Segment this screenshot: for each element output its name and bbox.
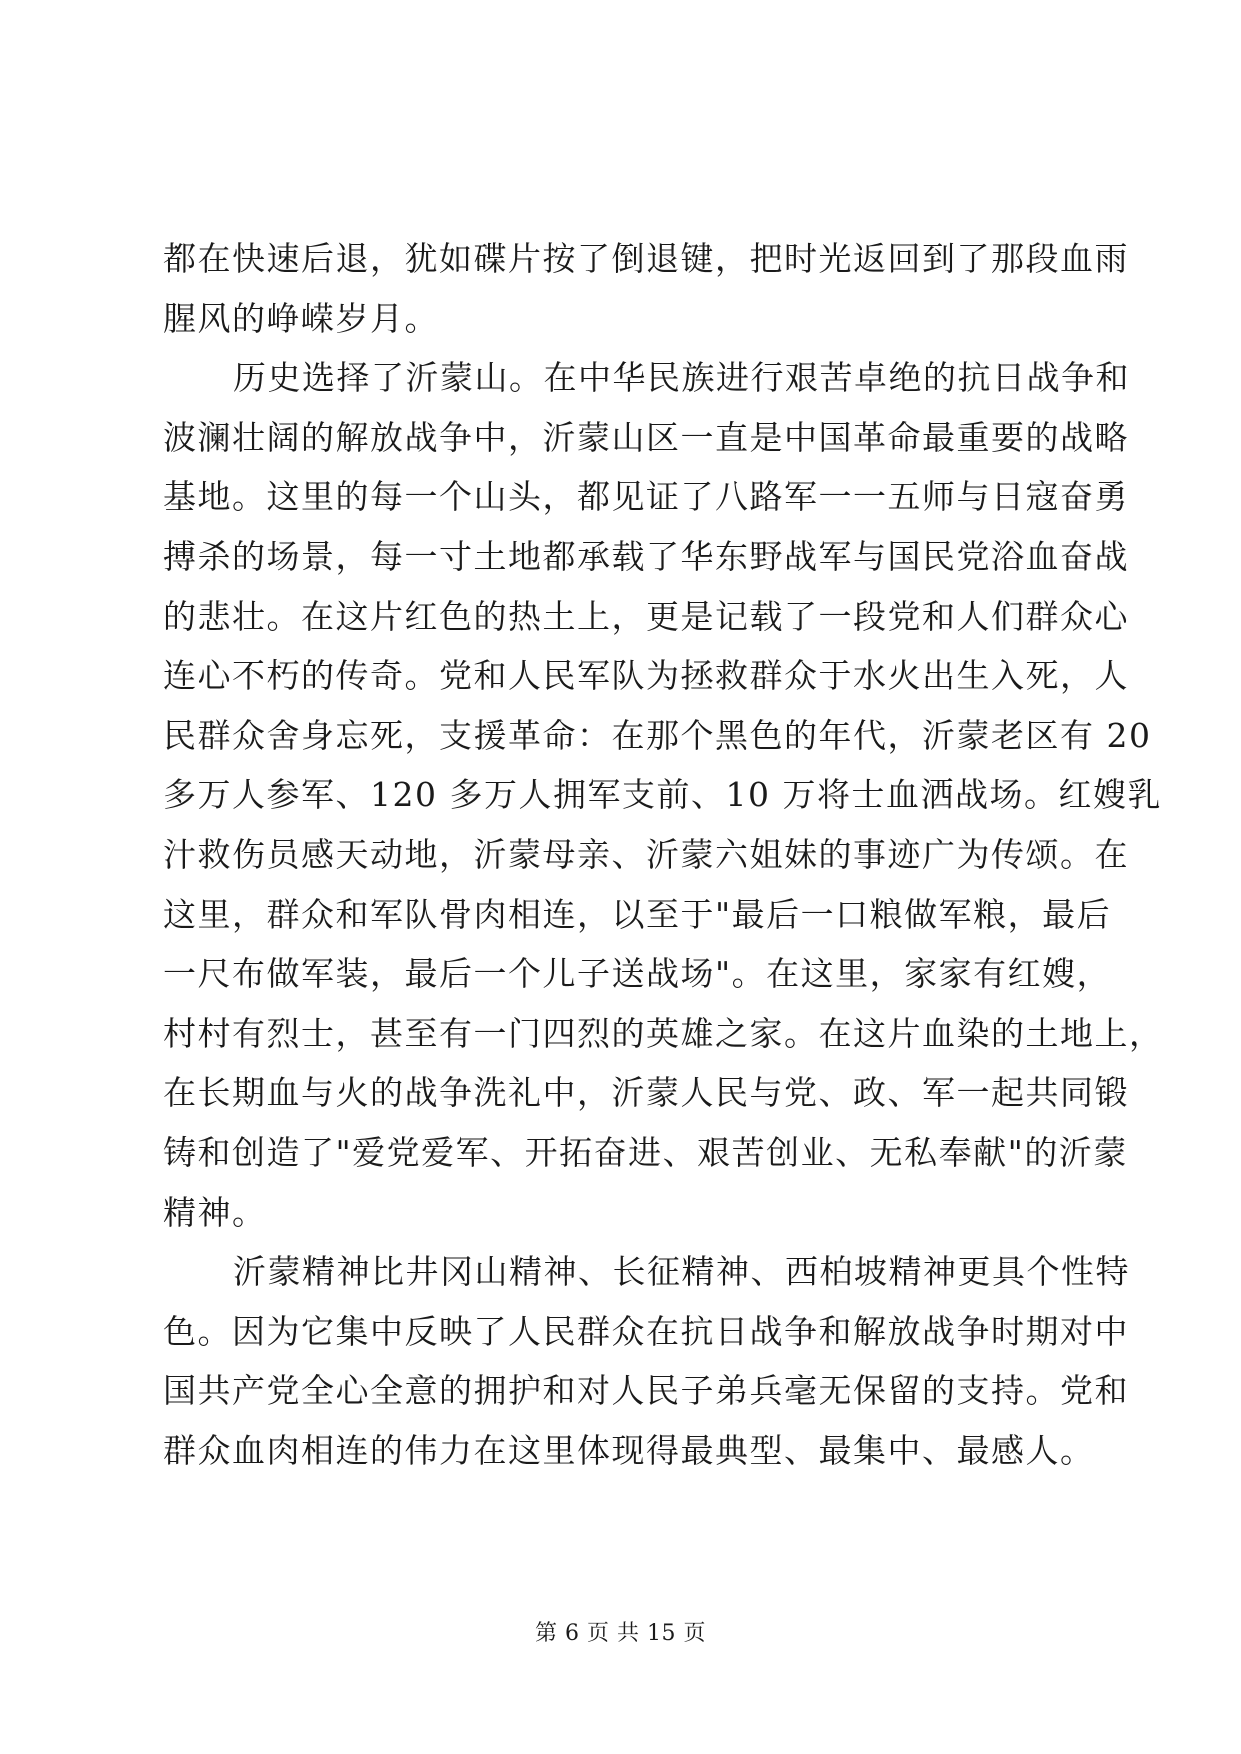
text-line: 的悲壮。在这片红色的热土上，更是记载了一段党和人们群众心: [163, 596, 1129, 636]
text-line: 基地。这里的每一个山头，都见证了八路军一一五师与日寇奋勇: [163, 477, 1129, 517]
text-line: 群众血肉相连的伟力在这里体现得最典型、最集中、最感人。: [163, 1430, 1095, 1470]
text-line: 都在快速后退，犹如碟片按了倒退键，把时光返回到了那段血雨: [163, 239, 1129, 278]
text-line: 连心不朽的传奇。党和人民军队为拯救群众于水火出生入死，人: [163, 656, 1129, 696]
text-line: 国共产党全心全意的拥护和对人民子弟兵毫无保留的支持。党和: [163, 1371, 1129, 1411]
text-line: 一尺布做军装，最后一个儿子送战场"。在这里，家家有红嫂，: [163, 954, 1112, 994]
text-line: 在长期血与火的战争洗礼中，沂蒙人民与党、政、军一起共同锻: [163, 1073, 1129, 1113]
text-line: 色。因为它集中反映了人民群众在抗日战争和解放战争时期对中: [163, 1311, 1129, 1351]
text-line: 民群众舍身忘死，支援革命：在那个黑色的年代，沂蒙老区有 20: [163, 715, 1152, 755]
text-line: 精神。: [163, 1192, 267, 1232]
text-line: 搏杀的场景，每一寸土地都承载了华东野战军与国民党浴血奋战: [163, 536, 1129, 576]
text-line: 多万人参军、120 多万人拥军支前、10 万将士血洒战场。红嫂乳: [163, 775, 1162, 815]
text-line: 村村有烈士，甚至有一门四烈的英雄之家。在这片血染的土地上，: [163, 1013, 1164, 1053]
text-line: 波澜壮阔的解放战争中，沂蒙山区一直是中国革命最重要的战略: [163, 417, 1129, 457]
page-number-footer: 第 6 页 共 15 页: [535, 1621, 706, 1646]
text-line: 历史选择了沂蒙山。在中华民族进行艰苦卓绝的抗日战争和: [233, 358, 1130, 398]
document-body: [163, 229, 1164, 1480]
paragraph-2: [163, 348, 1164, 1242]
paragraph-3: [163, 1242, 1130, 1480]
text-line: 腥风的峥嵘岁月。: [163, 298, 439, 338]
text-line: 这里，群众和军队骨肉相连，以至于"最后一口粮做军粮，最后: [163, 894, 1112, 934]
text-line: 汁救伤员感天动地，沂蒙母亲、沂蒙六姐妹的事迹广为传颂。在: [163, 834, 1129, 874]
paragraph-1: [163, 229, 1129, 348]
text-line: 沂蒙精神比井冈山精神、长征精神、西柏坡精神更具个性特: [233, 1252, 1130, 1292]
text-line: 铸和创造了"爱党爱军、开拓奋进、艰苦创业、无私奉献"的沂蒙: [163, 1132, 1128, 1172]
